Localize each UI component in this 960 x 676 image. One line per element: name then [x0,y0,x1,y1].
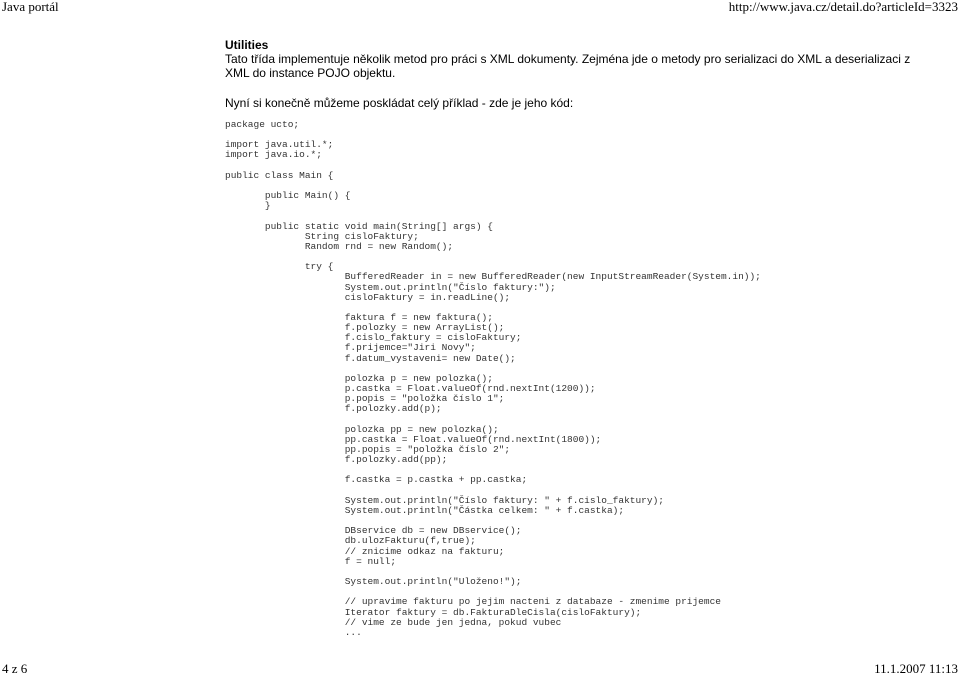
page-footer [0,662,960,675]
page-header-title: Java portál [2,0,59,14]
article-content [225,38,925,638]
section-title: Utilities [225,38,269,52]
section-description: Tato třída implementuje několik metod pro práci s XML dokumenty. Zejména jde o metody pro serializaci do XML a deserializaci z XML do instance POJO objektu. [225,52,911,80]
code-listing: package ucto; import java.util.*; import java.io.*; public class Main { public Main() { } public static void main(String[] args) { String cisloFaktury; Random rnd = new Random(); try { BufferedReader in = new BufferedReader(new InputStreamReader(System.in)); System.out.println("Číslo faktury:"); cisloFaktury = in.readLine(); faktura f = new faktura(); f.polozky = new ArrayList(); f.cislo_faktury = cisloFaktury; f.prijemce="Jiri Novy"; f.datum_vystaveni= new Date(); polozka p = new polozka(); p.castka = Float.valueOf(rnd.nextInt(1200)); p.popis = "položka číslo 1"; f.polozky.add(p); polozka pp = new polozka(); pp.castka = Float.valueOf(rnd.nextInt(1800)); pp.popis = "položka číslo 2"; f.polozky.add(pp); f.castka = p.castka + pp.castka; System.out.println("Číslo faktury: " + f.cislo_faktury); System.out.println("Částka celkem: " + f.castka); DBservice db = new DBservice(); db.ulozFakturu(f,true); // znicime odkaz na fakturu; f = null; System.out.println("Uloženo!"); // upravime fakturu po jejim nacteni z databaze - zmenime prijemce Iterator faktury = db.FakturaDleCisla(cisloFaktury); // vime ze bude jen jedna, pokud vubec ... [225,119,761,638]
page-header-url[interactable]: http://www.java.cz/detail.do?articleId=3323 [728,0,958,14]
page-number: 4 z 6 [2,661,28,676]
intro-text: Nyní si konečně můžeme poskládat celý příklad - zde je jeho kód: [225,96,574,110]
print-datetime: 11.1.2007 11:13 [874,661,958,676]
page-header [0,0,960,14]
